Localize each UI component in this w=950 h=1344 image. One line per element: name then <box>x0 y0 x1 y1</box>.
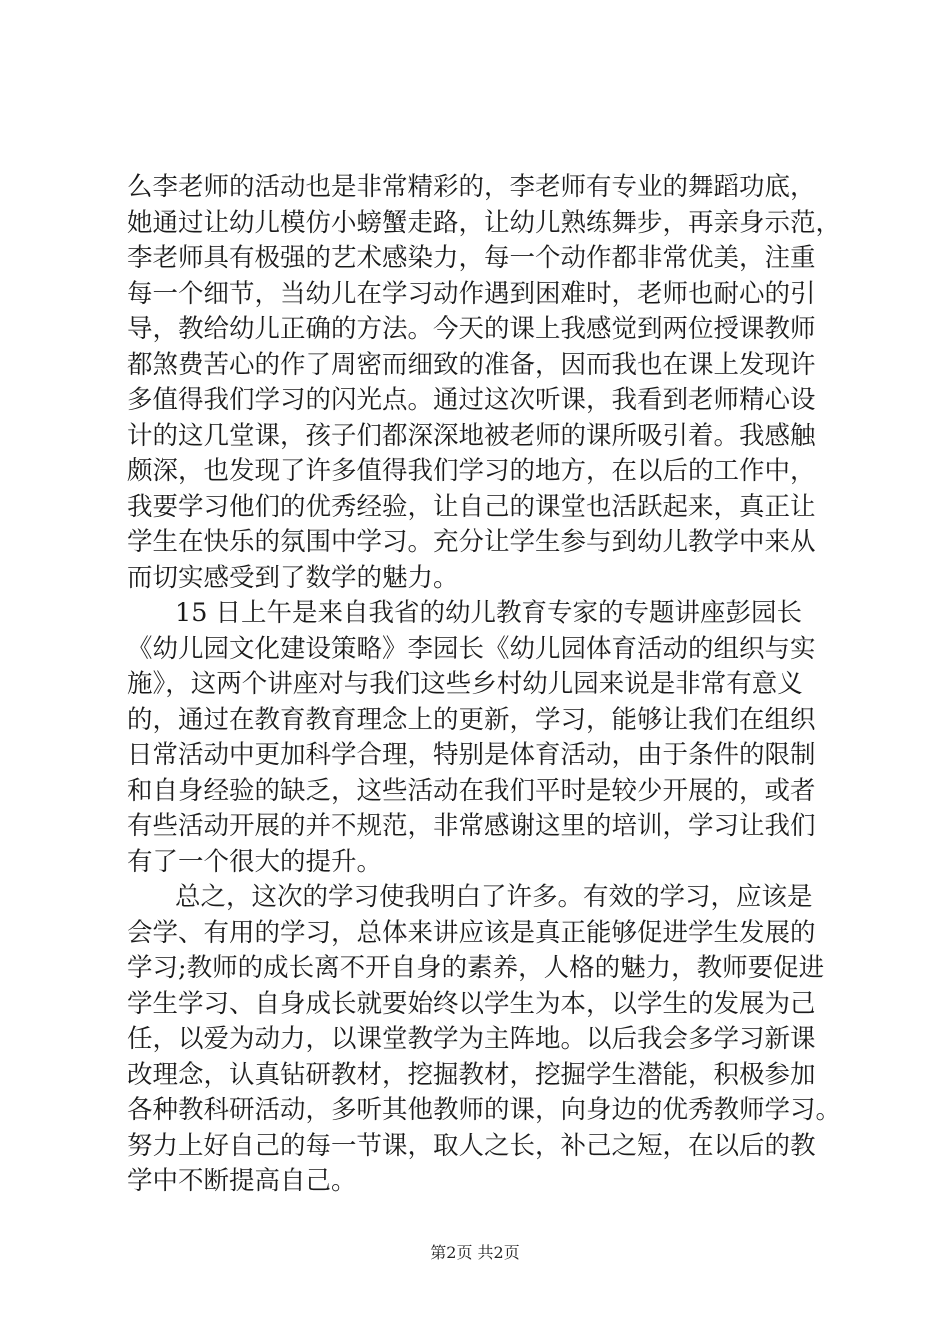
text-line: 么李老师的活动也是非常精彩的，李老师有专业的舞蹈功底， <box>127 172 816 202</box>
text-line: 而切实感受到了数学的魅力。 <box>127 562 459 593</box>
text-line: 学生在快乐的氛围中学习。充分让学生参与到幼儿教学中来从 <box>127 527 816 557</box>
paragraph-start-line: 总之，这次的学习使我明白了许多。有效的学习，应该是 <box>175 882 813 912</box>
text-line: 导，教给幼儿正确的方法。今天的课上我感觉到两位授课教师 <box>127 314 816 344</box>
text-line: 的，通过在教育教育理念上的更新，学习，能够让我们在组织 <box>127 704 816 735</box>
page-number-footer: 第2页 共2页 <box>430 1243 520 1262</box>
text-line: 各种教科研活动，多听其他教师的课，向身边的优秀教师学习。 <box>127 1095 842 1125</box>
document-body <box>127 170 842 1200</box>
text-line: 我要学习他们的优秀经验，让自己的课堂也活跃起来，真正让 <box>127 491 816 522</box>
text-line: 改理念，认真钻研教材，挖掘教材，挖掘学生潜能，积极参加 <box>127 1059 816 1090</box>
text-line: 颇深，也发现了许多值得我们学习的地方，在以后的工作中， <box>127 456 816 486</box>
text-line: 日常活动中更加科学合理，特别是体育活动，由于条件的限制 <box>127 740 816 770</box>
text-line: 任，以爱为动力，以课堂教学为主阵地。以后我会多学习新课 <box>127 1024 816 1054</box>
text-line: 她通过让幼儿模仿小螃蟹走路，让幼儿熟练舞步，再亲身示范， <box>127 207 842 238</box>
text-line: 都煞费苦心的作了周密而细致的准备，因而我也在课上发现许 <box>127 349 816 380</box>
text-line: 施》，这两个讲座对与我们这些乡村幼儿园来说是非常有意义 <box>127 669 803 699</box>
text-line: 每一个细节，当幼儿在学习动作遇到困难时，老师也耐心的引 <box>127 278 816 309</box>
text-line: 学生学习、自身成长就要始终以学生为本，以学生的发展为己 <box>127 988 816 1019</box>
text-line: 和自身经验的缺乏，这些活动在我们平时是较少开展的，或者 <box>127 775 816 806</box>
text-line: 努力上好自己的每一节课，取人之长，补己之短，在以后的教 <box>127 1130 816 1161</box>
paragraph-start-line: 15 日上午是来自我省的幼儿教育专家的专题讲座彭园长 <box>175 598 803 628</box>
text-line: 李老师具有极强的艺术感染力，每一个动作都非常优美，注重 <box>127 243 816 273</box>
text-line: 会学、有用的学习，总体来讲应该是真正能够促进学生发展的 <box>127 917 816 948</box>
text-line: 学习;教师的成长离不开自身的素养，人格的魅力，教师要促进 <box>127 953 825 983</box>
text-line: 有些活动开展的并不规范，非常感谢这里的培训，学习让我们 <box>127 811 816 841</box>
text-line: 《幼儿园文化建设策略》李园长《幼儿园体育活动的组织与实 <box>127 633 816 664</box>
text-line: 多值得我们学习的闪光点。通过这次听课，我看到老师精心设 <box>127 385 816 415</box>
text-line: 有了一个很大的提升。 <box>127 846 383 877</box>
text-line: 学中不断提高自己。 <box>127 1166 357 1196</box>
text-line: 计的这几堂课，孩子们都深深地被老师的课所吸引着。我感触 <box>127 420 816 451</box>
